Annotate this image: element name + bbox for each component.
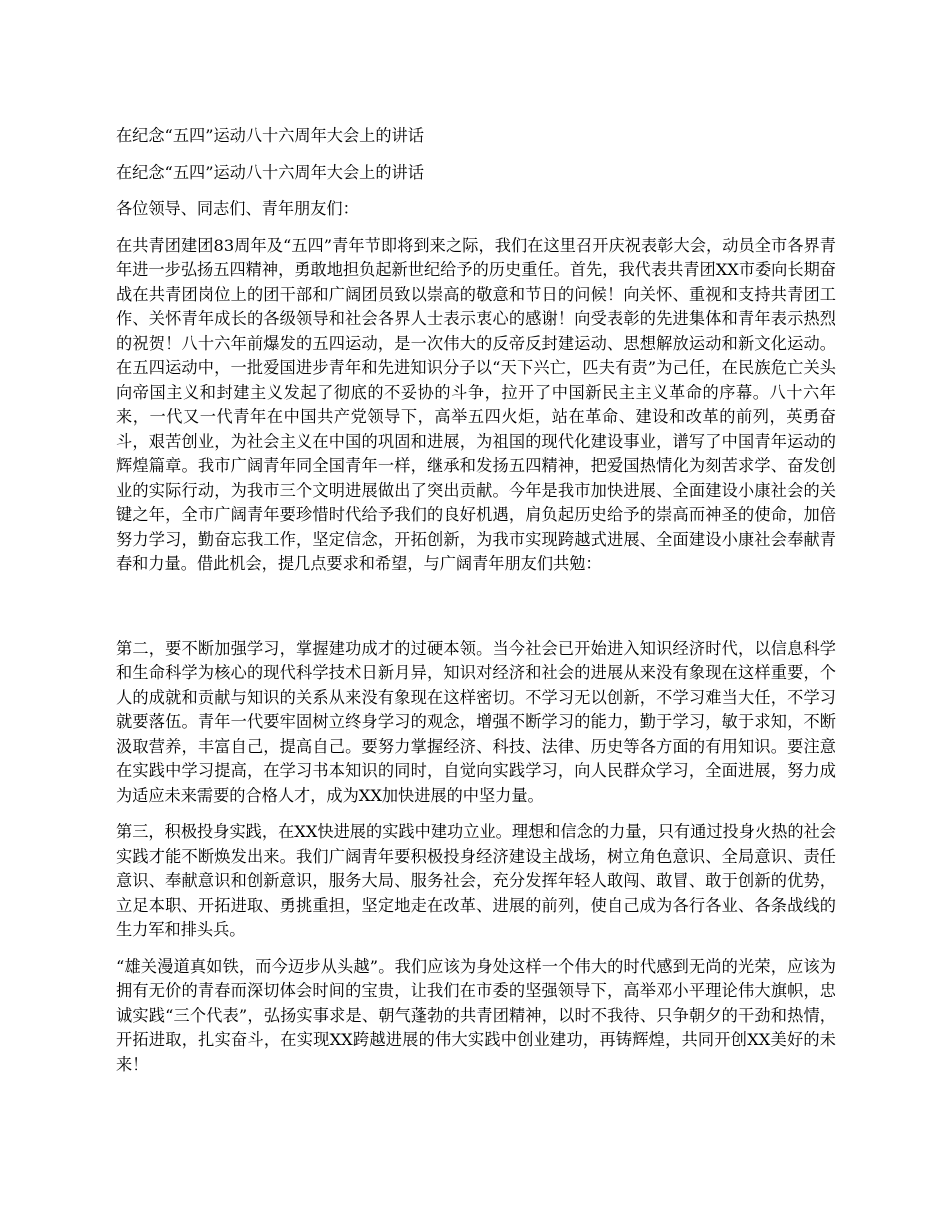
document-page: [116, 124, 836, 1089]
paragraph-third: 第三，积极投身实践，在XX快进展的实践中建功立业。理想和信念的力量，只有通过投身火热的社会实践才能不断焕发出来。我们广阔青年要积极投身经济建设主战场，树立角色意识、全局意识、责任意识、奉献意识和创新意识，服务大局、服务社会，充分发挥年轻人敢闯、敢冒、敢于创新的优势，立足本职、开拓进取、勇挑重担，坚定地走在改革、进展的前列，使自己成为各行各业、各条战线的生力军和排头兵。: [116, 822, 836, 939]
paragraph-intro: 在共青团建团83周年及“五四”青年节即将到来之际，我们在这里召开庆祝表彰大会，动员全市各界青年进一步弘扬五四精神，勇敢地担负起新世纪给予的历史重任。首先，我代表共青团XX市委向长期奋战在共青团岗位上的团干部和广阔团员致以崇高的敬意和节日的问候！向关怀、重视和支持共青团工作、关怀青年成长的各级领导和社会各界人士表示衷心的感谢！向受表彰的先进集体和青年表示热烈的祝贺！八十六年前爆发的五四运动，是一次伟大的反帝反封建运动、思想解放运动和新文化运动。在五四运动中，一批爱国进步青年和先进知识分子以“天下兴亡，匹夫有责”为己任，在民族危亡关头向帝国主义和封建主义发起了彻底的不妥协的斗争，拉开了中国新民主主义革命的序幕。八十六年来，一代又一代青年在中国共产党领导下，高举五四火炬，站在革命、建设和改革的前列，英勇奋斗，艰苦创业，为社会主义在中国的巩固和进展，为祖国的现代化建设事业，谱写了中国青年运动的辉煌篇章。我市广阔青年同全国青年一样，继承和发扬五四精神，把爱国热情化为刻苦求学、奋发创业的实际行动，为我市三个文明进展做出了突出贡献。今年是我市加快进展、全面建设小康社会的关键之年，全市广阔青年要珍惜时代给予我们的良好机遇，肩负起历史给予的崇高而神圣的使命，加倍努力学习，勤奋忘我工作，坚定信念，开拓创新，为我市实现跨越式进展、全面建设小康社会奉献青春和力量。借此机会，提几点要求和希望，与广阔青年朋友们共勉：: [116, 235, 836, 573]
document-subtitle: 在纪念“五四”运动八十六周年大会上的讲话: [116, 162, 424, 182]
blank-gap: [116, 589, 836, 637]
salutation: 各位领导、同志们、青年朋友们：: [116, 199, 359, 218]
paragraph-second: 第二，要不断加强学习，掌握建功成才的过硬本领。当今社会已开始进入知识经济时代，以信息科学和生命科学为核心的现代科学技术日新月异，知识对经济和社会的进展从来没有象现在这样重要，个人的成就和贡献与知识的关系从来没有象现在这样密切。不学习无以创新，不学习难当大任，不学习就要落伍。青年一代要牢固树立终身学习的观念，增强不断学习的能力，勤于学习，敏于求知，不断汲取营养，丰富自己，提高自己。要努力掌握经济、科技、法律、历史等各方面的有用知识。要注意在实践中学习提高，在学习书本知识的同时，自觉向实践学习，向人民群众学习，全面进展，努力成为适应未来需要的合格人才，成为XX加快进展的中坚力量。: [116, 638, 836, 805]
document-title: 在纪念“五四”运动八十六周年大会上的讲话: [116, 126, 424, 145]
paragraph-closing: “雄关漫道真如铁，而今迈步从头越”。我们应该为身处这样一个伟大的时代感到无尚的光荣，应该为拥有无价的青春而深切体会时间的宝贵，让我们在市委的坚强领导下，高举邓小平理论伟大旗帜，忠诚实践“三个代表”，弘扬实事求是、朝气蓬勃的共青团精神，以时不我待、只争朝夕的干劲和热情，开拓进取，扎实奋斗，在实现XX跨越进展的伟大实践中创业建功，再铸辉煌，共同开创XX美好的未来！: [116, 956, 836, 1074]
